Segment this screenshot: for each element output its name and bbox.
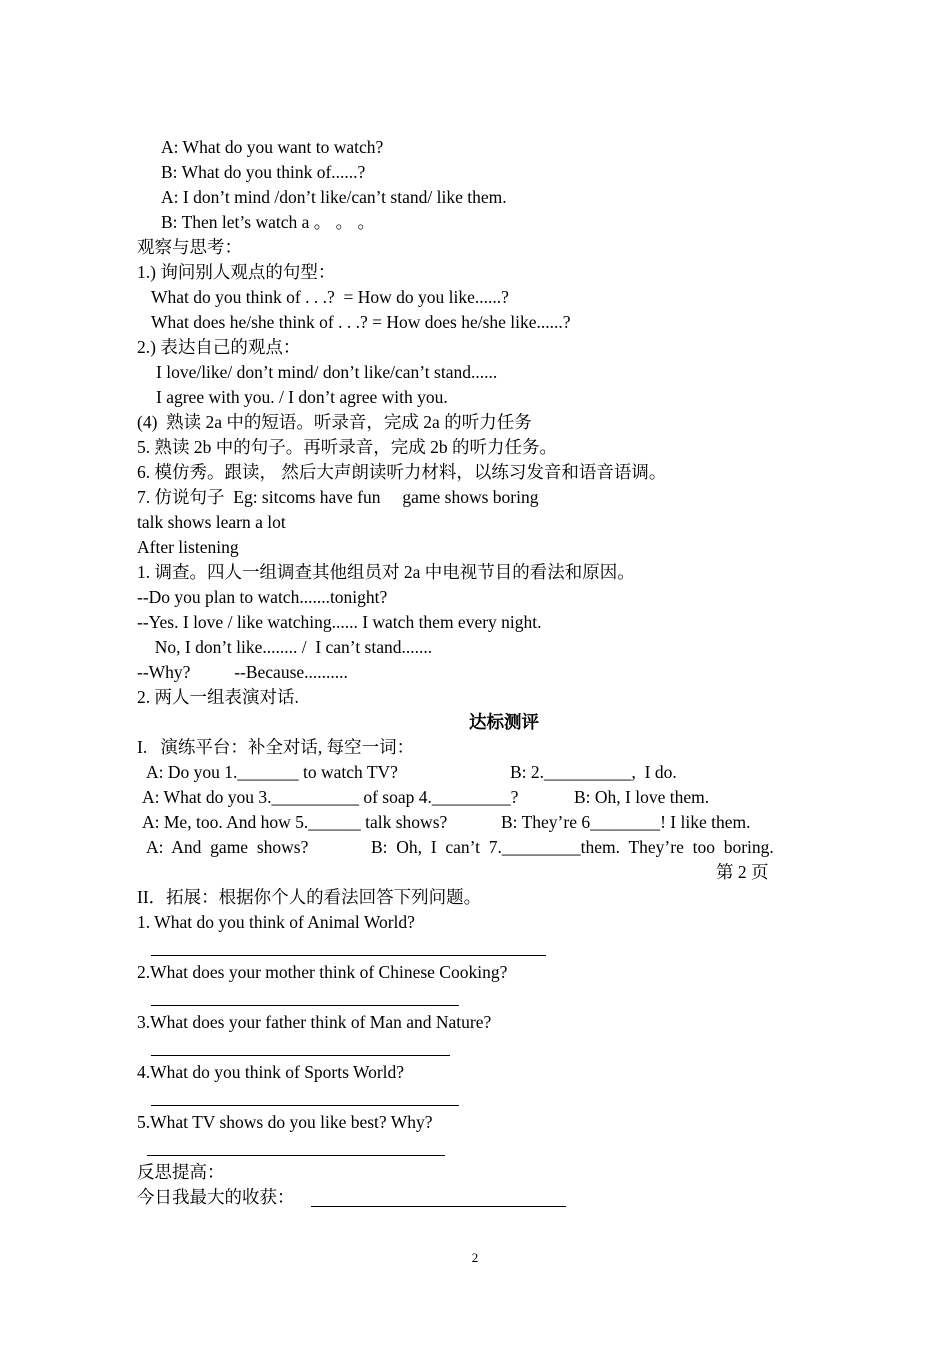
- point2-label: 2.) 表达自己的观点：: [137, 337, 301, 357]
- point1-label: 1.) 询问别人观点的句型：: [137, 262, 336, 282]
- exercise-row-b: B: 2.__________, I do.: [510, 762, 677, 782]
- question: 5.What TV shows do you like best? Why?: [137, 1112, 433, 1132]
- after-item: No, I don’t like........ / I can’t stand.......: [146, 637, 433, 657]
- answer-line[interactable]: [151, 955, 546, 956]
- point1-line: What do you think of . . .? = How do you like......?: [151, 287, 509, 307]
- question: 1. What do you think of Animal World?: [137, 912, 415, 932]
- after-item: 1. 调查。四人一组调查其他组员对 2a 中电视节目的看法和原因。: [137, 562, 635, 582]
- section-title: 达标测评: [469, 712, 539, 732]
- step-line: 5. 熟读 2b 中的句子。再听录音，完成 2b 的听力任务。: [137, 437, 557, 457]
- observe-heading: 观察与思考：: [137, 237, 242, 257]
- after-item: 2. 两人一组表演对话.: [137, 687, 299, 707]
- after-heading: After listening: [137, 537, 239, 557]
- dialogue-line: B: Then let’s watch a 。 。 。: [161, 212, 376, 232]
- dialogue-line: A: What do you want to watch?: [161, 137, 384, 157]
- question: 3.What does your father think of Man and Nature?: [137, 1012, 492, 1032]
- point1-line: What does he/she think of . . .? = How does he/she like......?: [151, 312, 571, 332]
- dialogue-line: B: What do you think of......?: [161, 162, 366, 182]
- gain-label: 今日我最大的收获：: [137, 1187, 295, 1207]
- reflect-heading: 反思提高：: [137, 1162, 225, 1182]
- exercise-row-b: B: Oh, I can’t 7._________them. They’re too boring.: [371, 837, 774, 857]
- answer-line[interactable]: [151, 1105, 459, 1106]
- after-item: --Do you plan to watch.......tonight?: [137, 587, 388, 607]
- dialogue-line: A: I don’t mind /don’t like/can’t stand/ like them.: [161, 187, 507, 207]
- part2-label: II．拓展：根据你个人的看法回答下列问题。: [137, 887, 482, 907]
- question: 2.What does your mother think of Chinese Cooking?: [137, 962, 508, 982]
- point2-line: I agree with you. / I don’t agree with you.: [156, 387, 448, 407]
- exercise-row-a: A: Do you 1._______ to watch TV?: [146, 762, 398, 782]
- step-line: 7. 仿说句子 Eg: sitcoms have fun game shows boring: [137, 487, 539, 507]
- answer-line[interactable]: [151, 1055, 450, 1056]
- step-line: 6. 模仿秀。跟读， 然后大声朗读听力材料，以练习发音和语音语调。: [137, 462, 667, 482]
- after-item: --Yes. I love / like watching...... I watch them every night.: [137, 612, 542, 632]
- exercise-row-b: B: They’re 6________! I like them.: [501, 812, 751, 832]
- exercise-row-b: B: Oh, I love them.: [574, 787, 710, 807]
- question: 4.What do you think of Sports World?: [137, 1062, 405, 1082]
- answer-line[interactable]: [151, 1005, 459, 1006]
- point2-line: I love/like/ don’t mind/ don’t like/can’t stand......: [156, 362, 498, 382]
- step-line: talk shows learn a lot: [137, 512, 286, 532]
- page-number: 2: [471, 1250, 479, 1265]
- step-line: (4) 熟读 2a 中的短语。听录音，完成 2a 的听力任务: [137, 412, 532, 432]
- exercise-row-a: A: What do you 3.__________ of soap 4._________?: [142, 787, 519, 807]
- gain-answer-line[interactable]: [311, 1206, 566, 1207]
- part1-label: I. 演练平台：补全对话, 每空一词：: [137, 737, 415, 757]
- answer-line[interactable]: [147, 1155, 445, 1156]
- exercise-row-a: A: Me, too. And how 5.______ talk shows?: [142, 812, 448, 832]
- page-marker: 第 2 页: [716, 862, 769, 882]
- after-item: --Why? --Because..........: [137, 662, 348, 682]
- exercise-row-a: A: And game shows?: [146, 837, 309, 857]
